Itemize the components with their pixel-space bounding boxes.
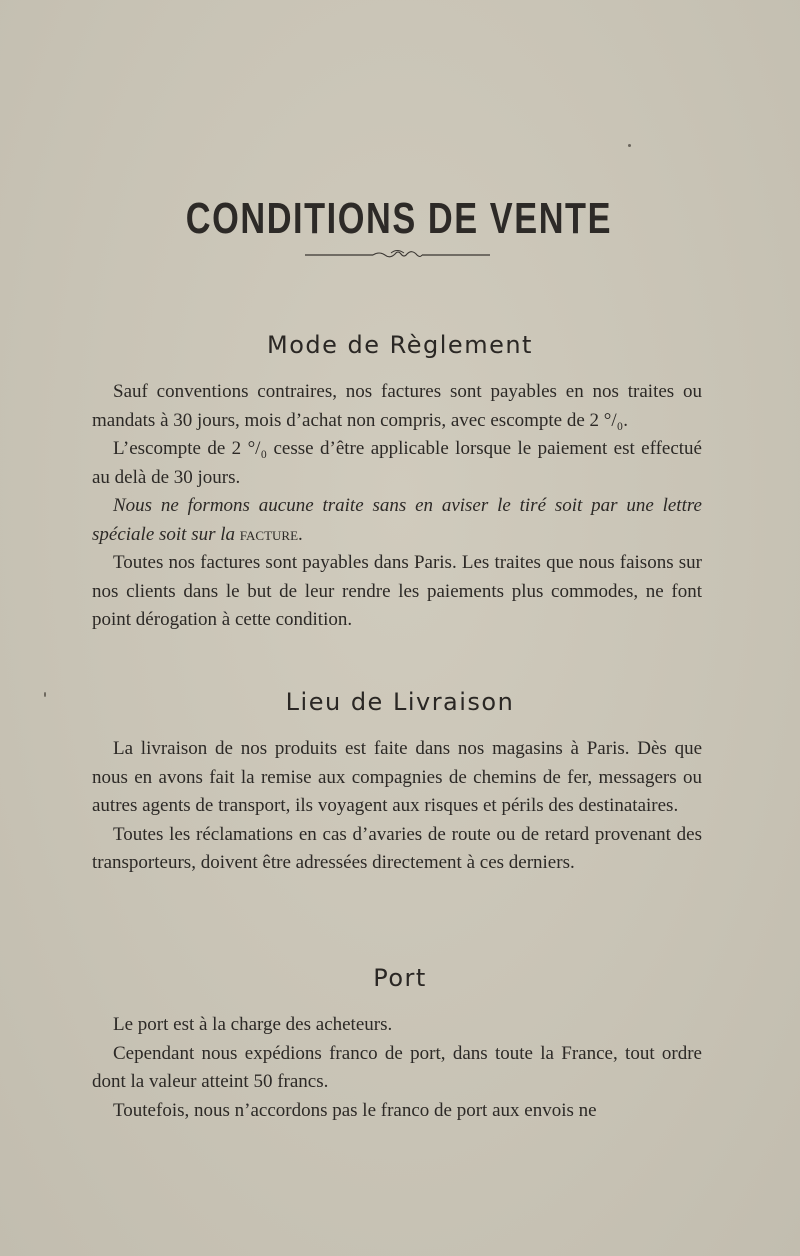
- paragraph: La livraison de nos produits est faite dans nos magasins à Paris. Dès que nous en avons fait la remise aux compagnies de chemins de fer, messagers ou autres agents de transport, ils voyagent aux risques et périls des destinataires.: [92, 738, 702, 816]
- paragraph: Cependant nous expédions franco de port, dans toute la France, tout ordre dont la valeur atteint 50 francs.: [92, 1042, 702, 1092]
- italic-text: Nous ne formons aucune traite sans en aviser le tiré soit par une lettre spéciale soit sur la: [92, 495, 702, 545]
- section-body-mode-de-reglement: [92, 378, 702, 635]
- paragraph-italic: [92, 492, 702, 549]
- paragraph-end: .: [298, 523, 303, 545]
- paragraph: Toutefois, nous n’accordons pas le franco de port aux envois ne: [113, 1099, 597, 1121]
- paragraph: Le port est à la charge des acheteurs.: [113, 1014, 393, 1035]
- section-body-port: [92, 1011, 702, 1125]
- paragraph: Sauf conventions contraires, nos factures sont payables en nos traites ou mandats à 30 jours, mois d’achat non compris, avec escompte de 2 °/₀.: [92, 381, 702, 431]
- divider-ornament-icon: [305, 248, 490, 262]
- section-heading-lieu-de-livraison: Lieu de Livraison: [285, 688, 515, 716]
- section-heading-mode-de-reglement: Mode de Règlement: [267, 331, 533, 359]
- paragraph: L’escompte de 2 °/₀ cesse d’être applicable lorsque le paiement est effectué au delà de 30 jours.: [92, 438, 702, 488]
- paper-speck: [628, 144, 631, 147]
- section-heading-port: Port: [373, 964, 427, 992]
- paragraph: Toutes les réclamations en cas d’avaries de route ou de retard provenant des transporteurs, doivent être adressées directement à ces derniers.: [92, 823, 702, 873]
- paragraph: Toutes nos factures sont payables dans Paris. Les traites que nous faisons sur nos clients dans le but de leur rendre les paiements plus commodes, ne font point dérogation à cette condition.: [92, 552, 702, 630]
- page-title: CONDITIONS DE VENTE: [185, 194, 613, 244]
- small-caps-text: facture: [239, 523, 299, 545]
- section-body-lieu-de-livraison: [92, 735, 702, 878]
